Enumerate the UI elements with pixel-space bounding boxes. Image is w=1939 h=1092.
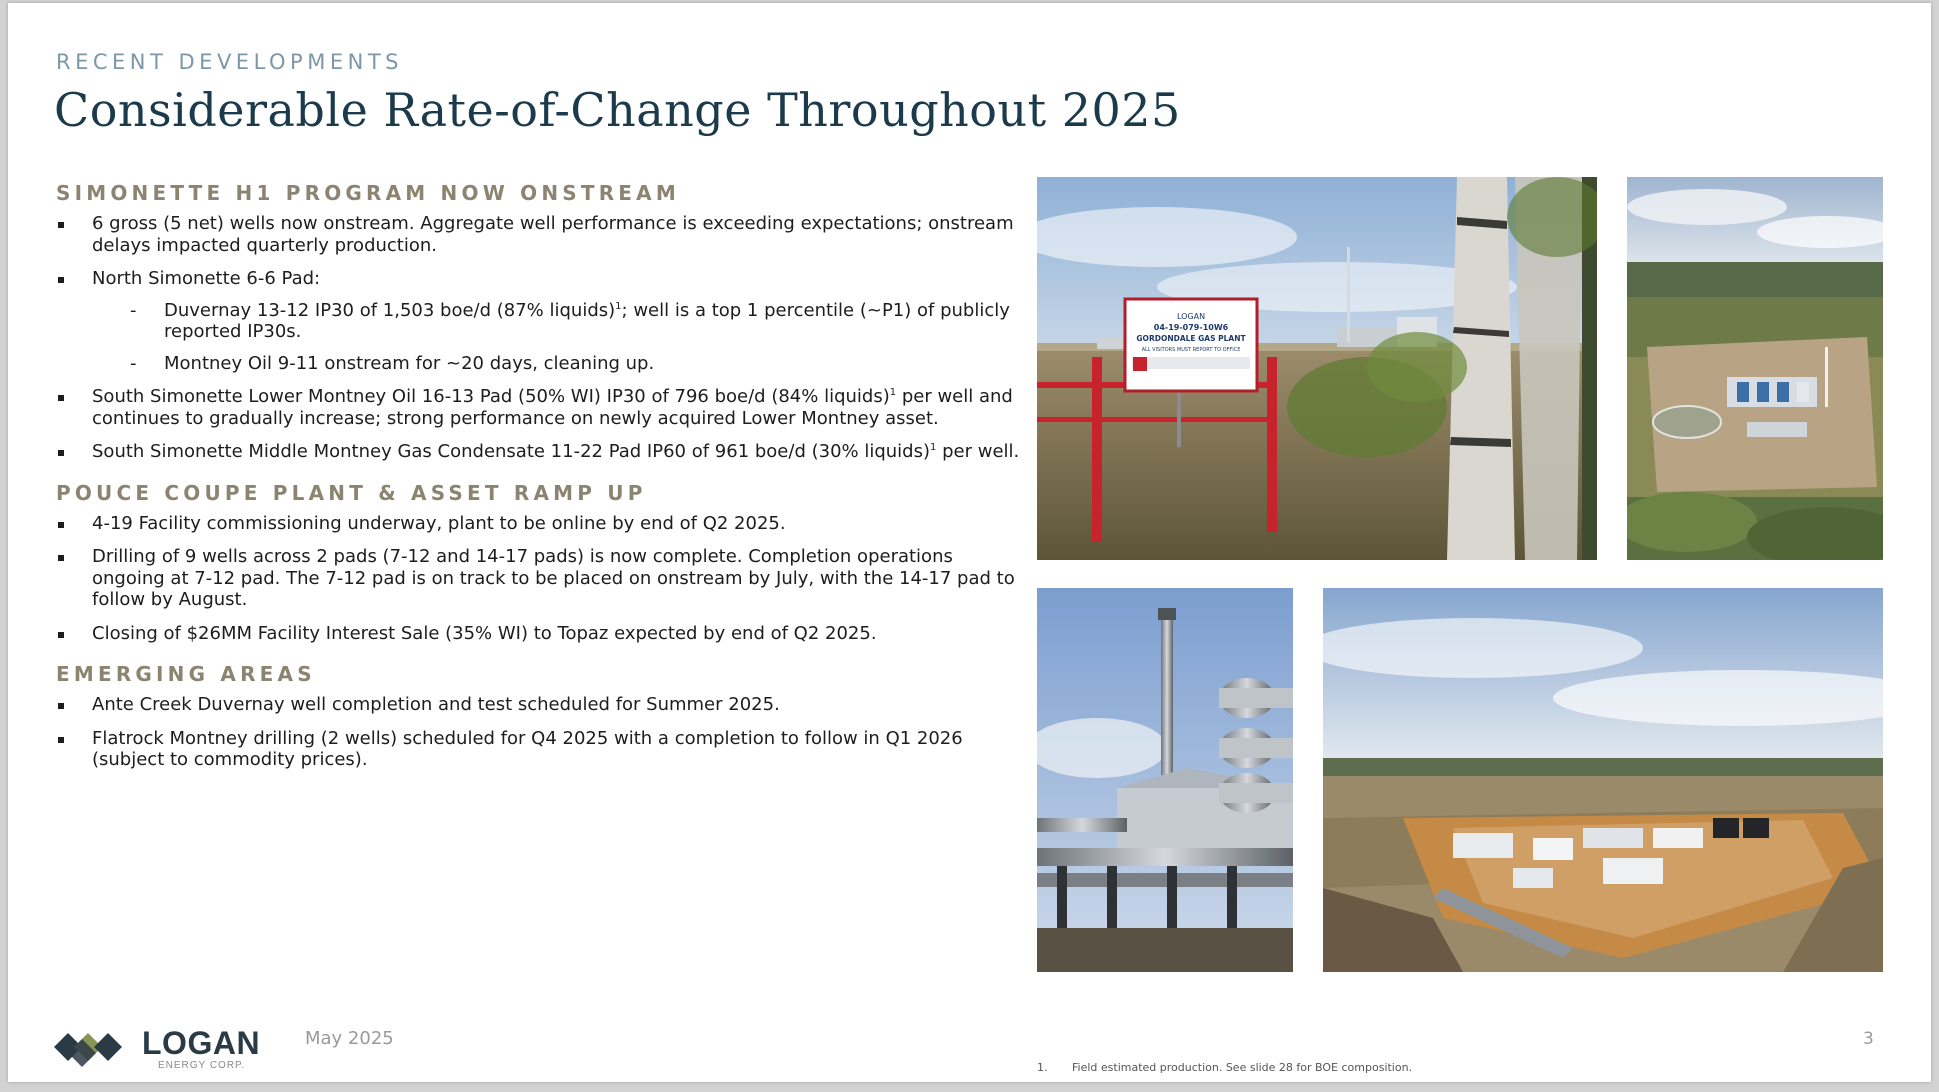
sub-bullet-item — [56, 300, 1021, 343]
footnote — [1037, 1061, 1412, 1074]
bullet-marker — [58, 450, 64, 456]
bullet-text: ; well is a top 1 percentile (~P1) of publicly reported IP30s. — [164, 299, 1010, 342]
footnote-ref: 1 — [889, 387, 897, 398]
bullet-marker — [58, 395, 64, 401]
logo — [54, 1023, 264, 1073]
section-heading: EMERGING AREAS — [56, 662, 316, 686]
bullet-item — [56, 694, 1021, 716]
sub-bullet-item — [56, 353, 1021, 375]
section-heading: POUCE COUPE PLANT & ASSET RAMP UP — [56, 480, 647, 505]
bullet-item — [56, 728, 1021, 771]
bullet-item — [56, 623, 1021, 645]
sign-brand: LOGAN — [1176, 312, 1206, 321]
footnote-ref: 1 — [615, 300, 622, 312]
footer-date: May 2025 — [305, 1028, 394, 1049]
bullet-text: North Simonette 6-6 Pad: — [92, 268, 321, 289]
sign-line-2: GORDONDALE GAS PLANT — [1136, 334, 1246, 343]
bullet-marker — [58, 222, 64, 228]
sign-line-1: 04-19-079-10W6 — [1153, 323, 1229, 332]
logo-mark-icon — [54, 1023, 138, 1069]
bullet-item — [56, 268, 1021, 374]
bullet-marker — [58, 522, 64, 528]
footnote-number: 1. — [1037, 1061, 1048, 1074]
bullet-text: South Simonette Middle Montney Gas Condensate 11-22 Pad IP60 of 961 boe/d (30% liquids) — [92, 441, 931, 462]
bullet-text: Ante Creek Duvernay well completion and test scheduled for Summer 2025. — [92, 694, 780, 715]
photo-aerial-gas-plant — [1323, 588, 1883, 972]
bullet-text: per well and continues to gradually increase; strong performance on newly acquired Lower Montney asset. — [92, 386, 1013, 429]
sub-bullet-list — [92, 300, 1021, 375]
bullet-item — [56, 213, 1021, 256]
sign-line-3: ALL VISITORS MUST REPORT TO OFFICE — [1141, 347, 1241, 353]
page-number: 3 — [1863, 1029, 1874, 1049]
bullet-item — [56, 386, 1021, 429]
bullet-text: Duvernay 13-12 IP30 of 1,503 boe/d (87% liquids) — [164, 299, 616, 321]
text-content — [56, 181, 1021, 789]
dash-marker: - — [130, 352, 137, 374]
photo-plant-sign — [1037, 177, 1597, 560]
section-emerging-areas — [56, 662, 1021, 771]
bullet-list — [56, 213, 1021, 463]
bullet-item — [56, 513, 1021, 535]
bullet-marker — [58, 555, 64, 561]
section-kicker: RECENT DEVELOPMENTS — [56, 50, 403, 74]
section-pouce-coupe — [56, 481, 1021, 645]
photo-plant-piping — [1037, 588, 1293, 972]
bullet-marker — [58, 277, 64, 283]
bullet-item — [56, 546, 1021, 611]
bullet-text: 6 gross (5 net) wells now onstream. Aggregate well performance is exceeding expectations; onstream delays impacted quarterly production. — [92, 213, 1014, 256]
logo-subtitle: ENERGY CORP. — [158, 1060, 246, 1071]
bullet-text: 4-19 Facility commissioning underway, plant to be online by end of Q2 2025. — [92, 512, 786, 534]
bullet-text: Closing of $26MM Facility Interest Sale (35% WI) to Topaz expected by end of Q2 2025. — [92, 622, 877, 644]
section-simonette — [56, 181, 1021, 463]
section-heading: SIMONETTE H1 PROGRAM NOW ONSTREAM — [56, 181, 680, 205]
bullet-text: Montney Oil 9-11 onstream for ~20 days, cleaning up. — [164, 352, 655, 374]
dash-marker: - — [130, 299, 137, 321]
page-title: Considerable Rate-of-Change Throughout 2025 — [54, 83, 1181, 137]
logo-wordmark: LOGAN — [142, 1025, 261, 1061]
bullet-text: South Simonette Lower Montney Oil 16-13 Pad (50% WI) IP30 of 796 boe/d (84% liquids) — [92, 386, 890, 407]
bullet-text: per well. — [936, 441, 1020, 462]
bullet-text: Drilling of 9 wells across 2 pads (7-12 and 14-17 pads) is now complete. Completion operations ongoing at 7-12 pad. The 7-12 pad is on track to be placed on onstream by July, with the 14-17 pad to follow by August. — [92, 546, 1015, 610]
bullet-marker — [58, 737, 64, 743]
footnote-ref: 1 — [930, 442, 937, 453]
footnote-text: Field estimated production. See slide 28 for BOE composition. — [1072, 1061, 1413, 1074]
photo-aerial-drill-site — [1627, 177, 1883, 560]
bullet-marker — [58, 703, 64, 709]
bullet-text: Flatrock Montney drilling (2 wells) scheduled for Q4 2025 with a completion to follow in Q1 2026 (subject to commodity prices). — [92, 727, 963, 770]
bullet-list — [56, 513, 1021, 645]
bullet-item — [56, 441, 1021, 463]
bullet-list — [56, 694, 1021, 771]
bullet-marker — [58, 632, 64, 638]
slide — [8, 3, 1931, 1082]
